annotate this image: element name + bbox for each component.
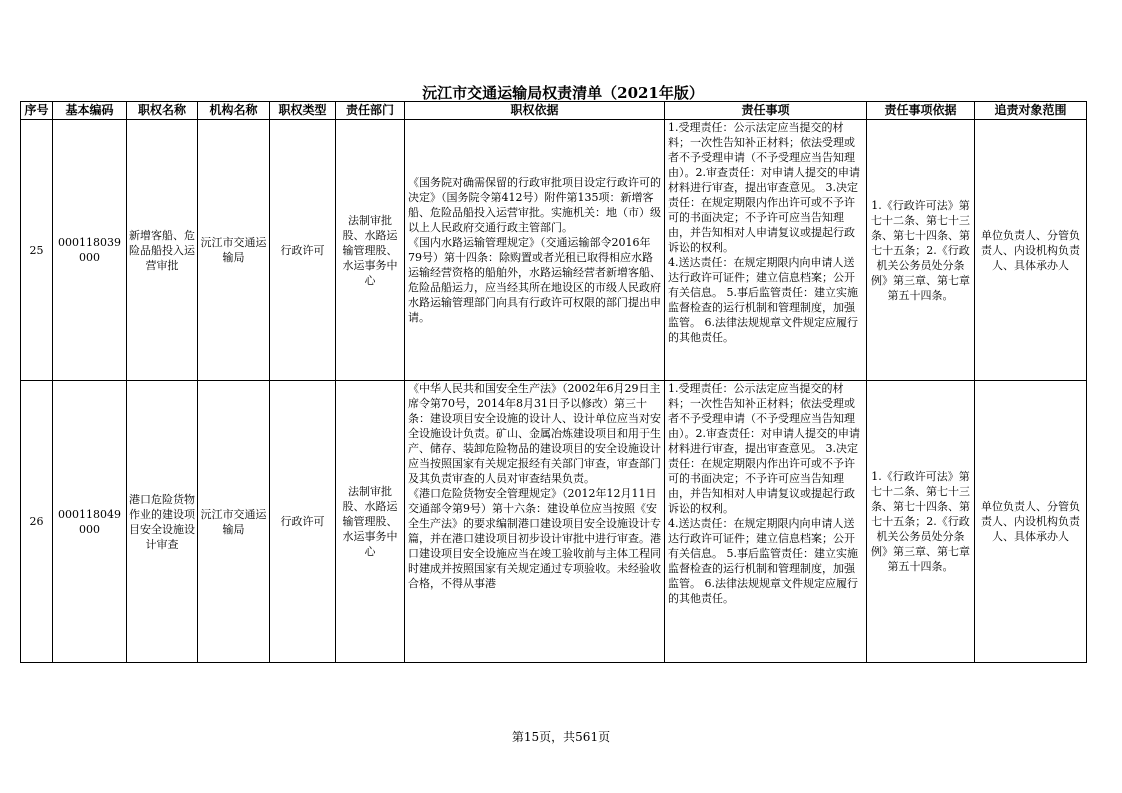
cell-dept: 法制审批股、水路运输管理股、水运事务中心	[336, 381, 405, 663]
page-number: 第15页，共561页	[511, 730, 611, 744]
document-title: 沅江市交通运输局权责清单（2021年版）	[422, 84, 704, 102]
cell-no: 25	[21, 120, 53, 381]
cell-basis	[405, 381, 665, 663]
header-accountability: 追责对象范围	[975, 102, 1087, 120]
header-type: 职权类型	[270, 102, 336, 120]
cell-duties	[665, 381, 867, 663]
duties-text: 1.受理责任：公示法定应当提交的材料；一次性告知补正材料；依法受理或者不予受理申请（不予受理应当告知理由）。2.审查责任：对申请人提交的申请材料进行审查，提出审查意见。 3.决定责任：在规定期限内作出许可或不予许可的书面决定；不予许可应当告知理由，并告知相对人申请复议或提起行政诉讼的权利。 4.送达责任：在规定期限内向申请人送达行政许可证件；建立信息档案；公开有关信息。 5.事后监管责任：建立实施监督检查的运行机制和管理制度，加强监管。 6.法律法规规章文件规定应履行的其他责任。	[668, 382, 860, 605]
cell-type: 行政许可	[270, 120, 336, 381]
cell-accountability: 单位负责人、分管负责人、内设机构负责人、具体承办人	[975, 381, 1087, 663]
header-basis: 职权依据	[405, 102, 665, 120]
cell-type: 行政许可	[270, 381, 336, 663]
header-duty-basis: 责任事项依据	[867, 102, 975, 120]
table-row	[21, 381, 1087, 663]
responsibility-table	[20, 101, 1087, 663]
cell-name: 港口危险货物作业的建设项目安全设施设计审查	[127, 381, 198, 663]
cell-duty-basis: 1.《行政许可法》第七十二条、第七十三条、第七十四条、第七十五条；2.《行政机关公务员处分条例》第三章、第七章第五十四条。	[867, 120, 975, 381]
header-code: 基本编码	[53, 102, 127, 120]
cell-org: 沅江市交通运输局	[198, 381, 270, 663]
cell-name: 新增客船、危险品船投入运营审批	[127, 120, 198, 381]
basis-text: 《中华人民共和国安全生产法》（2002年6月29日主席令第70号，2014年8月31日予以修改）第三十条：建设项目安全设施的设计人、设计单位应当对安全设施设计负责。矿山、金属冶炼建设项目和用于生产、储存、装卸危险物品的建设项目的安全设施设计应当按照国家有关规定报经有关部门审查，审查部门及其负责审查的人员对审查结果负责。 《港口危险货物安全管理规定》（2012年12月11日交通部令第9号）第十六条：建设单位应当按照《安全生产法》的要求编制港口建设项目安全设施设计专篇，并在港口建设项目初步设计审批中进行审查。港口建设项目安全设施应当在竣工验收前与主体工程同时建成并按照国家有关规定通过专项验收。未经验收合格，不得从事港	[408, 382, 661, 590]
cell-accountability: 单位负责人、分管负责人、内设机构负责人、具体承办人	[975, 120, 1087, 381]
header-org: 机构名称	[198, 102, 270, 120]
cell-code: 000118049000	[53, 381, 127, 663]
cell-dept: 法制审批股、水路运输管理股、水运事务中心	[336, 120, 405, 381]
cell-duties	[665, 120, 867, 381]
cell-code: 000118039000	[53, 120, 127, 381]
header-dept: 责任部门	[336, 102, 405, 120]
header-name: 职权名称	[127, 102, 198, 120]
header-duties: 责任事项	[665, 102, 867, 120]
cell-no: 26	[21, 381, 53, 663]
table-row	[21, 120, 1087, 381]
basis-text: 《国务院对确需保留的行政审批项目设定行政许可的决定》（国务院令第412号）附件第135项：新增客船、危险品船投入运营审批。实施机关：地（市）级以上人民政府交通行政主管部门。 《国内水路运输管理规定》（交通运输部令2016年79号）第十四条：除购置或者光租已取得相应水路运输经营资格的船舶外，水路运输经营者新增客船、危险品船运力，应当经其所在地设区的市级人民政府水路运输管理部门向具有行政许可权限的部门提出申请。	[408, 176, 661, 324]
cell-org: 沅江市交通运输局	[198, 120, 270, 381]
cell-basis	[405, 120, 665, 381]
table-header-row	[21, 102, 1087, 120]
header-no: 序号	[21, 102, 53, 120]
cell-duty-basis: 1.《行政许可法》第七十二条、第七十三条、第七十四条、第七十五条；2.《行政机关公务员处分条例》第三章、第七章第五十四条。	[867, 381, 975, 663]
duties-text: 1.受理责任：公示法定应当提交的材料；一次性告知补正材料；依法受理或者不予受理申请（不予受理应当告知理由）。2.审查责任：对申请人提交的申请材料进行审查，提出审查意见。 3.决定责任：在规定期限内作出许可或不予许可的书面决定；不予许可应当告知理由，并告知相对人申请复议或提起行政诉讼的权利。 4.送达责任：在规定期限内向申请人送达行政许可证件；建立信息档案；公开有关信息。 5.事后监管责任：建立实施监督检查的运行机制和管理制度，加强监管。 6.法律法规规章文件规定应履行的其他责任。	[668, 121, 860, 344]
